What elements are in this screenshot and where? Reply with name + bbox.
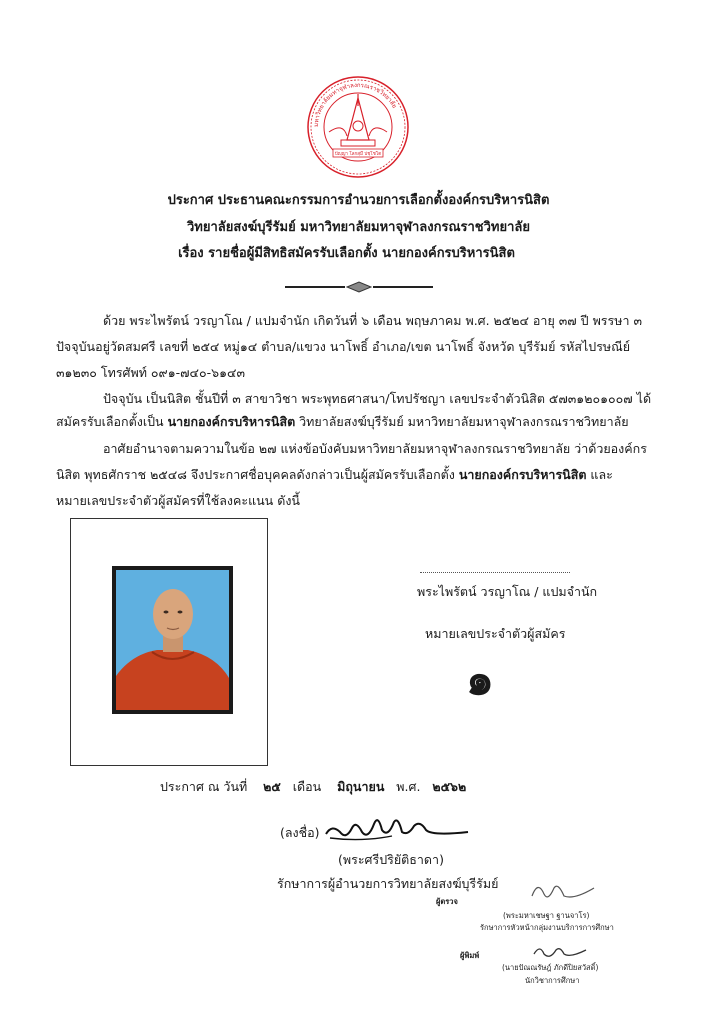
header-line-2: วิทยาลัยสงฆ์บุรีรัมย์ มหาวิทยาลัยมหาจุฬาลงกรณราชวิทยาลัย bbox=[187, 220, 530, 235]
header-subject: เรื่อง รายชื่อผู้มีสิทธิสมัครรับเลือกตั้ง นายกองค์กรบริหารนิสิต bbox=[178, 246, 515, 261]
paragraph-2-line-2: สมัครรับเลือกตั้งเป็น นายกองค์กรบริหารนิสิต วิทยาลัยสงฆ์บุรีรัมย์ มหาวิทยาลัยมหาจุฬาลงกรณราชวิทยาลัย bbox=[56, 414, 629, 429]
candidate-name: พระไพรัตน์ วรญาโณ / แปมจำนัก bbox=[417, 584, 598, 599]
checker-signature bbox=[528, 876, 598, 906]
header-line-1: ประกาศ ประธานคณะกรรมการอำนวยการเลือกตั้งองค์กรบริหารนิสิต bbox=[167, 193, 550, 208]
candidate-photo bbox=[112, 566, 233, 714]
checker-label: ผู้ตรวจ bbox=[436, 897, 458, 906]
university-seal bbox=[307, 76, 409, 178]
candidate-number-label: หมายเลขประจำตัวผู้สมัคร bbox=[425, 626, 566, 641]
seal-motto: ปัญฺญา โลกสฺมึ ปชฺโชโต bbox=[334, 152, 382, 157]
paragraph-3-line-3: หมายเลขประจำตัวผู้สมัครที่ใช้ลงคะแนน ดังนี้ bbox=[56, 493, 300, 508]
paragraph-1-line-2: ปัจจุบันอยู่วัดสมศรี เลขที่ ๒๕๔ หมู่๑๔ ตำบล/แขวง นาโพธิ์ อำเภอ/เขต นาโพธิ์ จังหวัด บุรีรัมย์ รหัสไปรษณีย์ bbox=[56, 339, 631, 354]
checker-position: รักษาการหัวหน้ากลุ่มงานบริการการศึกษา bbox=[480, 923, 614, 932]
paragraph-3-line-1: อาศัยอำนาจตามความในข้อ ๒๗ แห่งข้อบังคับมหาวิทยาลัยมหาจุฬาลงกรณราชวิทยาลัย ว่าด้วยองค์กร bbox=[103, 441, 647, 456]
sign-label: (ลงชื่อ) bbox=[280, 825, 320, 840]
director-signature bbox=[322, 810, 472, 846]
typist-position: นักวิชาการศึกษา bbox=[525, 976, 580, 985]
paragraph-1-line-3: ๓๑๒๓๐ โทรศัพท์ ๐๙๑-๗๔๐-๖๑๔๓ bbox=[56, 365, 246, 380]
signature-dotted-line bbox=[420, 572, 570, 573]
typist-name: (นายปัณณรัษฎ์ ภักดีปิยสวัสดิ์) bbox=[502, 963, 599, 972]
director-position: รักษาการผู้อำนวยการวิทยาลัยสงฆ์บุรีรัมย์ bbox=[277, 876, 499, 891]
seal-outer-text: มหาวิทยาลัยมหาจุฬาลงกรณราชวิทยาลัย bbox=[312, 81, 398, 128]
paragraph-1-line-1: ด้วย พระไพรัตน์ วรญาโณ / แปมจำนัก เกิดวันที่ ๖ เดือน พฤษภาคม พ.ศ. ๒๕๒๔ อายุ ๓๗ ปี พรรษา ๓ bbox=[103, 313, 643, 328]
typist-label: ผู้พิมพ์ bbox=[460, 951, 480, 960]
typist-signature bbox=[530, 940, 590, 962]
ornament-divider bbox=[283, 279, 435, 295]
announcement-date: ประกาศ ณ วันที่ ๒๕ เดือน มิถุนายน พ.ศ. ๒๕๖๒ bbox=[160, 779, 467, 794]
candidate-number: ๑ bbox=[466, 654, 494, 705]
director-name: (พระศรีปริยัติธาดา) bbox=[338, 852, 444, 867]
paragraph-3-line-2: นิสิต พุทธศักราช ๒๕๔๘ จึงประกาศชื่อบุคคลดังกล่าวเป็นผู้สมัครรับเลือกตั้ง นายกองค์กรบริหารนิสิต และ bbox=[56, 467, 613, 482]
checker-name: (พระมหาเชษฐา ฐานจาโร) bbox=[503, 911, 590, 920]
paragraph-2-line-1: ปัจจุบัน เป็นนิสิต ชั้นปีที่ ๓ สาขาวิชา พระพุทธศาสนา/โทปรัชญา เลขประจำตัวนิสิต ๕๗๓๑๒๐๑๐๐๗ ได้ bbox=[103, 391, 652, 406]
